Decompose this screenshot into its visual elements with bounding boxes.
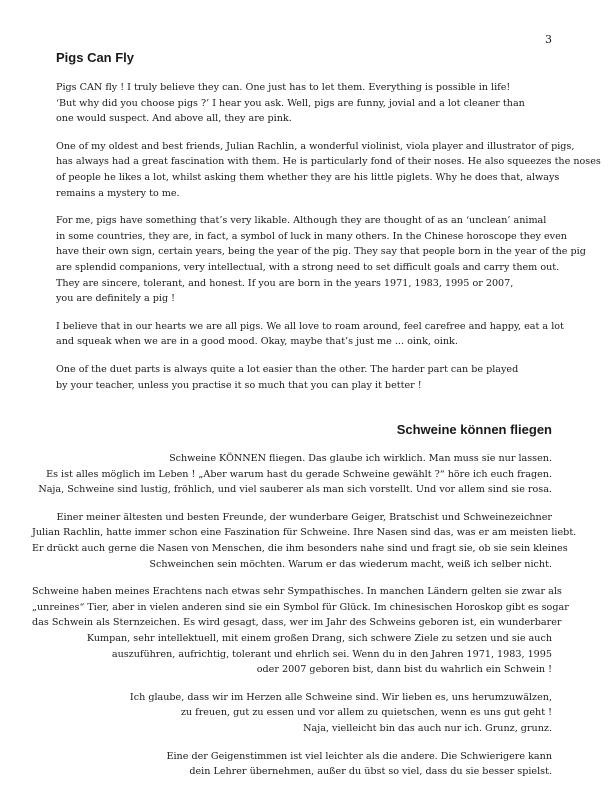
german-paragraph-4: [32, 690, 552, 737]
text-line: Schweine haben meines Erachtens nach etwas sehr Sympathisches. In manchen Ländern gelten sie zwar als: [32, 586, 562, 598]
text-line: you are definitely a pig !: [56, 293, 176, 305]
german-paragraph-2: [32, 510, 577, 572]
german-paragraph-1: [32, 451, 552, 498]
english-paragraph-1: [56, 80, 556, 127]
text-line: and squeak when we are in a good mood. Okay, maybe that’s just me ... oink, oink.: [56, 336, 458, 348]
text-line: For me, pigs have something that’s very likable. Although they are thought of as an ‘unclean’ animal: [56, 215, 547, 227]
text-line: Schweine KÖNNEN fliegen. Das glaube ich wirklich. Man muss sie nur lassen.: [169, 453, 552, 464]
text-line: Pigs CAN fly ! I truly believe they can. One just has to let them. Everything is possible in life!: [56, 82, 511, 93]
english-paragraph-5: [56, 362, 556, 393]
english-paragraph-3: [56, 213, 586, 307]
german-paragraph-3: [32, 584, 569, 678]
text-line: have their own sign, certain years, being the year of the pig. They say that people born in the year of the pig: [56, 246, 586, 258]
page-number: 3: [545, 33, 552, 46]
text-line: „unreines“ Tier, aber in vielen anderen sind sie ein Symbol für Glück. Im chinesischen Horoskop gibt es sogar: [32, 601, 569, 613]
text-line: They are sincere, tolerant, and honest. If you are born in the years 1971, 1983, 1995 or 2007,: [56, 277, 514, 289]
text-line: I believe that in our hearts we are all pigs. We all love to roam around, feel carefree and happy, eat a lot: [56, 320, 564, 332]
text-line: One of the duet parts is always quite a lot easier than the other. The harder part can be played: [56, 363, 519, 375]
english-paragraph-2: [56, 139, 601, 201]
text-line: in some countries, they are, in fact, a symbol of luck in many others. In the Chinese horoscope they even: [56, 230, 567, 242]
german-title: Schweine können fliegen: [396, 422, 552, 437]
german-paragraph-5: [32, 749, 552, 780]
text-line: Naja, Schweine sind lustig, fröhlich, und viel sauberer als man sich vorstellt. Und vor allem sind sie rosa.: [38, 484, 552, 496]
text-line: auszuführen, aufrichtig, tolerant und ehrlich sei. Wenn du in den Jahren 1971, 1983, 1995: [111, 648, 552, 660]
text-line: Naja, vielleicht bin das auch nur ich. Grunz, grunz.: [303, 722, 552, 734]
text-line: Ich glaube, dass wir im Herzen alle Schweine sind. Wir lieben es, uns herumzuwälzen,: [129, 691, 552, 703]
text-line: by your teacher, unless you practise it so much that you can play it better !: [56, 379, 422, 391]
text-line: Eine der Geigenstimmen ist viel leichter als die andere. Die Schwierigere kann: [166, 750, 552, 762]
english-paragraph-4: [56, 319, 564, 350]
english-title: Pigs Can Fly: [56, 50, 135, 65]
english-body: [56, 80, 601, 405]
text-line: Schweinchen sein möchten. Warum er das wiederum macht, weiß ich selber nicht.: [149, 558, 552, 570]
text-line: are splendid companions, very intellectual, with a strong need to set difficult goals and carry them out.: [56, 261, 560, 273]
text-line: of people he likes a lot, whilst asking them whether they are his little piglets. Why he does that, always: [56, 171, 560, 183]
text-line: ‘But why did you choose pigs ?’ I hear you ask. Well, pigs are funny, jovial and a lot cleaner than: [56, 97, 525, 109]
text-line: Er drückt auch gerne die Nasen von Menschen, die ihm besonders nahe sind und fragt sie, ob sie sein kleines: [32, 542, 568, 554]
text-line: has always had a great fascination with them. He is particularly fond of their noses. He also squeezes the noses: [56, 156, 601, 168]
text-line: Kumpan, sehr intellektuell, mit einem großen Drang, sich schwere Ziele zu setzen und sie auch: [86, 632, 552, 644]
text-line: Julian Rachlin, hatte immer schon eine Faszination für Schweine. Ihre Nasen sind das, was er am meisten liebt.: [32, 527, 577, 539]
text-line: dein Lehrer übernehmen, außer du übst so viel, dass du sie besser spielst.: [189, 766, 552, 778]
text-line: One of my oldest and best friends, Julian Rachlin, a wonderful violinist, viola player and illustrator of pigs,: [56, 140, 575, 152]
text-line: das Schwein als Sternzeichen. Es wird gesagt, dass, wer im Jahr des Schweins geboren ist, ein wunderbarer: [32, 617, 562, 629]
text-line: oder 2007 geboren bist, dann bist du wahrlich ein Schwein !: [256, 664, 552, 676]
text-line: one would suspect. And above all, they are pink.: [56, 113, 292, 125]
german-body: [32, 451, 577, 792]
text-line: zu freuen, gut zu essen und vor allem zu quietschen, wenn es uns gut geht !: [180, 707, 552, 719]
text-line: Es ist alles möglich im Leben ! „Aber warum hast du gerade Schweine gewählt ?“ höre ich euch fragen.: [46, 468, 552, 480]
text-line: Einer meiner ältesten und besten Freunde, der wunderbare Geiger, Bratschist und Schweinezeichner: [56, 511, 552, 523]
text-line: remains a mystery to me.: [56, 187, 180, 199]
